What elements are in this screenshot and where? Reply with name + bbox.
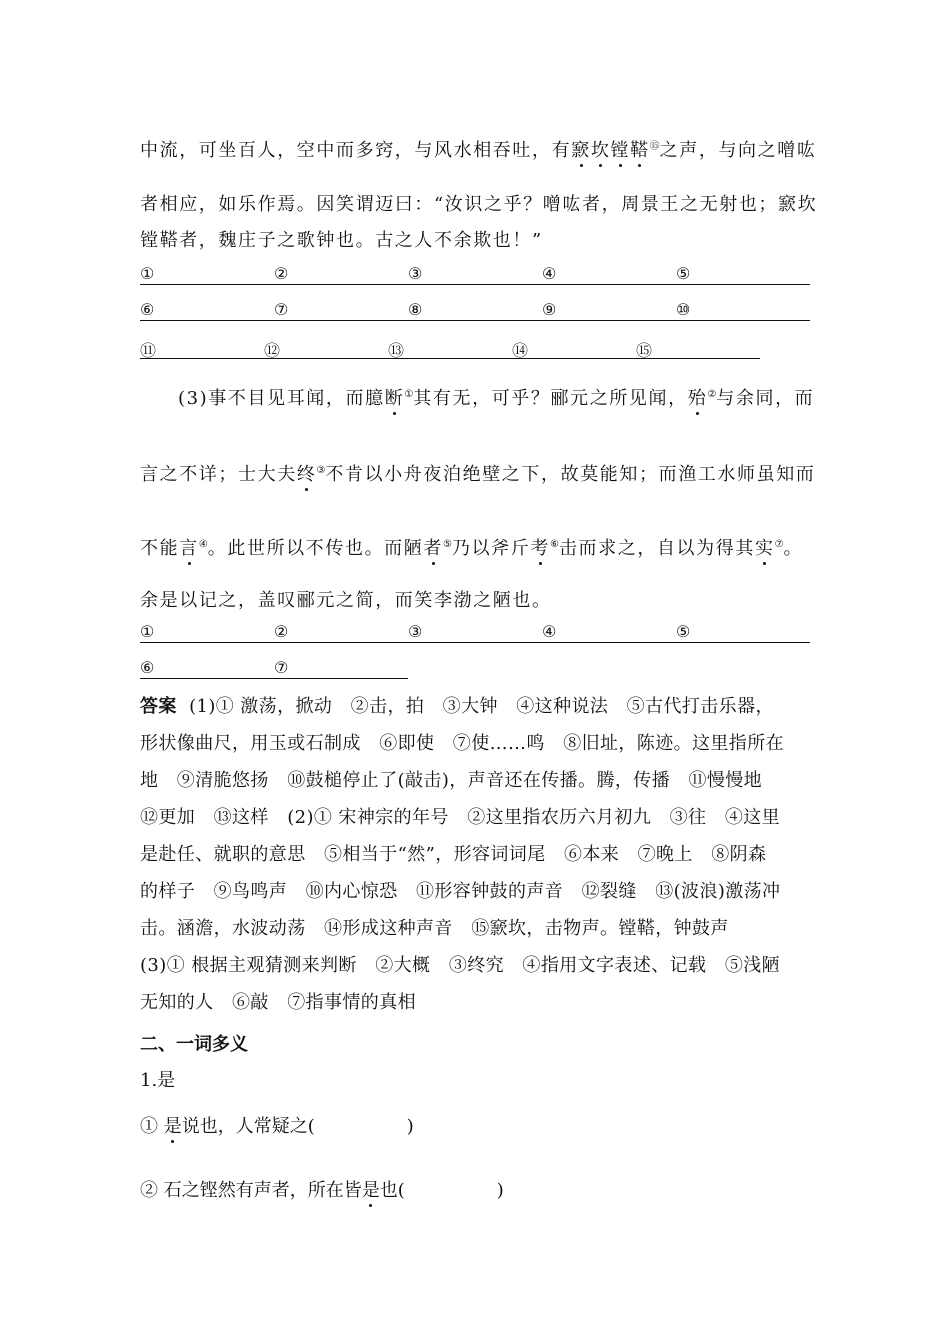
- dotted-char: 镗: [610, 140, 631, 161]
- passage3-line4: [140, 586, 552, 612]
- blank-field[interactable]: [542, 300, 676, 321]
- text: (3)事不目见耳闻，而: [178, 388, 366, 409]
- blank-field[interactable]: [676, 300, 810, 321]
- text: ①: [140, 1116, 164, 1137]
- blank-number: ⑭: [512, 341, 529, 360]
- text: 吰: [796, 140, 817, 161]
- text: 余是以记之，盖叹郦元之简，而笑李渤之陋也。: [140, 590, 552, 611]
- blank-number: ③: [408, 264, 423, 283]
- text: ): [406, 1116, 414, 1137]
- blank-row-2: [140, 300, 812, 322]
- blank-field[interactable]: [140, 338, 264, 359]
- answer-line: (3)① 根据主观猜测来判断 ②大概 ③终究 ④指用文字表述、记载 ⑤浅陋: [140, 955, 781, 976]
- blank-number: ①: [140, 264, 155, 283]
- text: 者相应，如乐作焉。因笑谓迈曰：“汝识之乎？噌: [140, 194, 563, 215]
- text: 击而求之，自以为得其: [558, 538, 755, 559]
- text: 不肯以小舟夜泊绝壁之下，故莫能知；而渔工水师虽知而: [325, 464, 816, 485]
- passage2-line1: [140, 136, 816, 162]
- blank-number: ⑤: [676, 264, 691, 283]
- dotted-char: 断: [384, 388, 405, 409]
- blank-row-5: [140, 658, 812, 680]
- text: 言之不详；士大夫: [140, 464, 297, 485]
- blank-field[interactable]: [388, 338, 512, 359]
- blank-field[interactable]: [408, 622, 542, 643]
- blank-field[interactable]: [676, 622, 810, 643]
- passage2-line2: [140, 190, 817, 216]
- dotted-char: 坎: [590, 140, 611, 161]
- text: 说也，人常疑之(: [181, 1116, 315, 1137]
- question-item-2: [140, 1176, 504, 1202]
- text: 不能: [140, 538, 180, 559]
- blank-number: ⑨: [542, 300, 557, 319]
- dotted-char: 者: [423, 538, 443, 559]
- blank-row-3: [140, 338, 812, 360]
- blank-number: ④: [542, 622, 557, 641]
- blank-field[interactable]: [274, 622, 408, 643]
- word-label: 1.是: [140, 1070, 176, 1091]
- text: 其有无，可乎？郦元之所见闻，: [413, 388, 688, 409]
- text: 。此世所以不传也。而陋: [207, 538, 424, 559]
- footnote-marker: ⑮: [649, 141, 660, 152]
- question-item-1: [140, 1112, 414, 1138]
- blank-field[interactable]: [140, 658, 274, 679]
- footnote-marker: ⑦: [774, 539, 784, 550]
- dotted-char: 言: [179, 538, 199, 559]
- blank-field[interactable]: [408, 264, 542, 285]
- blank-field[interactable]: [274, 300, 408, 321]
- blank-field[interactable]: [542, 622, 676, 643]
- footnote-marker: ⑤: [443, 539, 452, 550]
- blank-number: ⑦: [274, 300, 289, 319]
- dotted-char: 实: [754, 538, 775, 559]
- blank-number: ②: [274, 622, 289, 641]
- answer-line: 形状像曲尺，用玉或石制成 ⑥即使 ⑦使……鸣 ⑧旧址，陈迹。这里指所在: [140, 733, 784, 754]
- footnote-marker: ①: [404, 389, 414, 400]
- text: 乃以斧斤: [451, 538, 531, 559]
- blank-number: ②: [274, 264, 289, 283]
- passage3-line2: [140, 460, 815, 486]
- dotted-char: 考: [530, 538, 550, 559]
- blank-number: ⑦: [274, 658, 289, 677]
- blank-field[interactable]: [140, 622, 274, 643]
- text: 臆: [365, 388, 385, 409]
- text: 与余同，而: [716, 388, 815, 409]
- blank-number: ⑩: [676, 300, 691, 319]
- blank-number: ④: [542, 264, 557, 283]
- blank-number: ⑫: [264, 341, 281, 360]
- blank-field[interactable]: [636, 338, 760, 359]
- blank-field[interactable]: [676, 264, 810, 285]
- blank-row-1: [140, 264, 812, 286]
- dotted-char: 终: [296, 464, 317, 485]
- footnote-marker: ③: [316, 465, 326, 476]
- blank-field[interactable]: [408, 300, 542, 321]
- text: 之声，与向之噌: [659, 140, 797, 161]
- dotted-char: 殆: [687, 388, 708, 409]
- answer-line: 的样子 ⑨鸟鸣声 ⑩内心惊恐 ⑪形容钟鼓的声音 ⑫裂缝 ⑬(波浪)激荡冲: [140, 881, 781, 902]
- blank-row-4: [140, 622, 812, 644]
- answer-line: [140, 688, 812, 725]
- answer-line: 击。涵澹，水波动荡 ⑭形成这种声音 ⑮窾坎，击物声。镗鞳，钟鼓声: [140, 918, 729, 939]
- dotted-char: 窾: [571, 140, 591, 161]
- footnote-marker: ⑥: [549, 539, 559, 550]
- answer-line: 是赴任、就职的意思 ⑤相当于“然”，形容词词尾 ⑥本来 ⑦晚上 ⑧阴森: [140, 844, 767, 865]
- answer-block: [140, 688, 812, 1021]
- answer-line: ⑫更加 ⑬这样 (2)① 宋神宗的年号 ②这里指农历六月初九 ③往 ④这里: [140, 807, 781, 828]
- dotted-char: 鞳: [630, 140, 650, 161]
- blank-number: ⑧: [408, 300, 423, 319]
- text: 中流，可坐百人，空中而多窍，与风水相吞吐，有: [140, 140, 572, 161]
- text: 吰: [562, 194, 583, 215]
- text: 。: [783, 538, 804, 559]
- blank-field[interactable]: [512, 338, 636, 359]
- blank-field[interactable]: [140, 300, 274, 321]
- dotted-char: 是: [163, 1116, 182, 1137]
- answer-text: (1)① 激荡，掀动 ②击，拍 ③大钟 ④这种说法 ⑤古代打击乐器，: [189, 696, 774, 717]
- blank-number: ⑥: [140, 658, 155, 677]
- blank-number: ③: [408, 622, 423, 641]
- passage3-line3: [140, 534, 803, 560]
- section-heading: 二、一词多义: [140, 1034, 248, 1055]
- text: 者，周景王之无射也；窾坎: [582, 194, 818, 215]
- text: 镗鞳者，魏庄子之歌钟也。古之人不余欺也！”: [140, 230, 543, 251]
- blank-field[interactable]: [264, 338, 388, 359]
- text: ② 石之铿然有声者，所在皆: [140, 1180, 362, 1201]
- blank-number: ⑪: [140, 341, 157, 360]
- blank-number: ①: [140, 622, 155, 641]
- blank-field[interactable]: [274, 658, 408, 679]
- blank-number: ⑮: [636, 341, 653, 360]
- footnote-marker: ④: [198, 539, 208, 550]
- blank-number: ⑬: [388, 341, 405, 360]
- dotted-char: 是: [361, 1180, 380, 1201]
- blank-number: ⑤: [676, 622, 691, 641]
- passage2-line3: [140, 226, 543, 252]
- blank-field[interactable]: [542, 264, 676, 285]
- blank-number: ⑥: [140, 300, 155, 319]
- blank-field[interactable]: [140, 264, 274, 285]
- blank-field[interactable]: [274, 264, 408, 285]
- answer-line: 无知的人 ⑥敲 ⑦指事情的真相: [140, 992, 416, 1013]
- text: 也(: [379, 1180, 405, 1201]
- text: ): [496, 1180, 504, 1201]
- answer-line: 地 ⑨清脆悠扬 ⑩鼓槌停止了(敲击)，声音还在传播。腾，传播 ⑪慢慢地: [140, 770, 763, 791]
- footnote-marker: ②: [707, 389, 717, 400]
- passage3-line1: [178, 384, 814, 410]
- answer-label: 答案: [140, 696, 177, 717]
